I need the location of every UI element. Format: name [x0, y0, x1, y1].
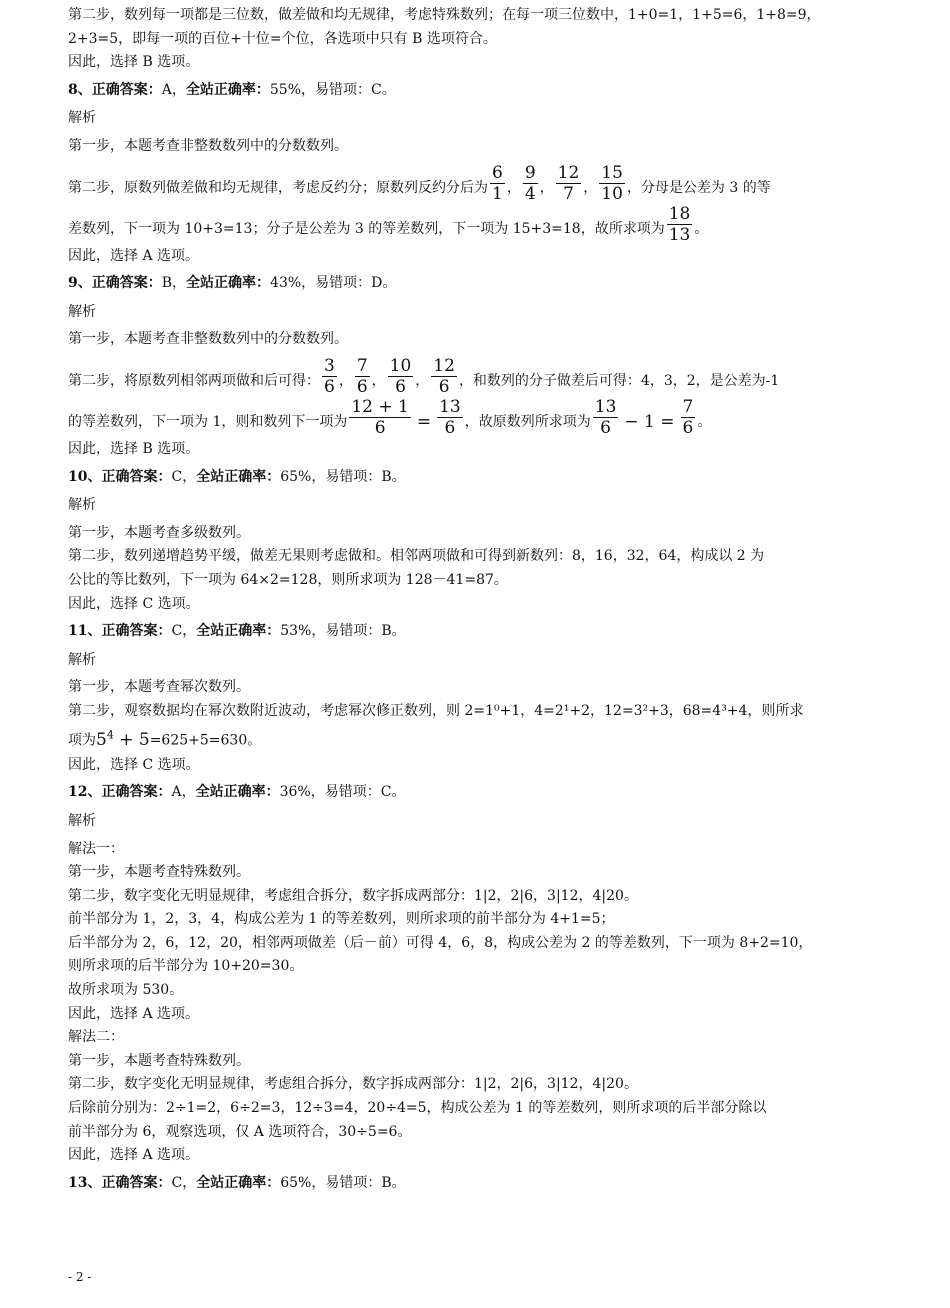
- q12-analysis-label: 解析: [68, 812, 96, 829]
- q8-step1: 第一步，本题考查非整数数列中的分数数列。: [68, 137, 348, 154]
- q11-step2-line2: 项为$5^4 + 5=625+5=630$。: [68, 728, 262, 751]
- q9-step2-row2: 的等差数列，下一项为 1，则和数列下一项为 $\frac{12 + 1}{6}$ = $\frac{13}{6}$ ，故原数列所求项为 $\frac{13}{6}$ − 1 = $\frac{7}{6}$ 。: [68, 396, 712, 438]
- q8-step2-row2: 差数列，下一项为 10+3=13；分子是公差为 3 的等差数列，下一项为 15+3=18，故所求项为 $\frac{18}{13}$ 。: [68, 203, 709, 245]
- q8-fraction: $\frac{15}{10}$: [601, 162, 623, 204]
- q12-m2-step1: 第一步，本题考查特殊数列。: [68, 1052, 250, 1069]
- q12-m1-step1: 第一步，本题考查特殊数列。: [68, 864, 250, 881]
- q12-m1-conclusion: 因此，选择 A 选项。: [68, 1005, 200, 1022]
- q9-fraction: $\frac{3}{6}$: [324, 355, 335, 397]
- q12-m2-division-1: 后除前分别为：2÷1=2，6÷2=3，12÷3=4，20÷4=5，构成公差为 1 的等差数列，则所求项的后半部分除以: [68, 1100, 767, 1117]
- q9-fraction: $\frac{12}{6}$: [433, 355, 455, 397]
- q8-fraction: $\frac{9}{4}$: [524, 162, 536, 204]
- q7-step2-line1: 第二步，数列每一项都是三位数，做差做和均无规律，考虑特殊数列；在每一项三位数中，1+0=1，1+5=6，1+8=9，: [68, 7, 821, 23]
- q12-method1-title: 解法一：: [68, 840, 124, 857]
- q12-m1-second-half-2: 则所求项的后半部分为 10+20=30。: [68, 958, 304, 975]
- q9-header: 9、正确答案：B，全站正确率：43%，易错项：D。: [68, 275, 397, 292]
- q11-step1: 第一步，本题考查幂次数列。: [68, 679, 250, 696]
- q8-analysis-label: 解析: [68, 110, 96, 127]
- q8-header: 8、正确答案：A，全站正确率：55%，易错项：C。: [68, 81, 396, 98]
- q8-step2-row: 第二步，原数列做差做和均无规律，考虑反约分；原数列反约分后为 $\frac{6}{1}$ ， $\frac{9}{4}$ ， $\frac{12}{7}$ ， $\frac{15}{10}$ ，分母是公差为 3 的等: [68, 162, 771, 204]
- q8-conclusion: 因此，选择 A 选项。: [68, 247, 200, 264]
- q7-conclusion: 因此，选择 B 选项。: [68, 54, 200, 71]
- q12-m2-step2: 第二步，数字变化无明显规律，考虑组合拆分，数字拆成两部分：1|2，2|6，3|12，4|20。: [68, 1076, 638, 1093]
- q9-conclusion: 因此，选择 B 选项。: [68, 440, 200, 457]
- q8-fraction: $\frac{6}{1}$: [492, 162, 503, 204]
- q9-eq2-lhs: $\frac{13}{6}$: [594, 396, 617, 438]
- q11-step2-line1: 第二步，观察数据均在幂次数附近波动，考虑幂次修正数列，则 2=1⁰+1，4=2¹+2，12=3²+3，68=4³+4，则所求: [68, 702, 804, 719]
- q9-analysis-label: 解析: [68, 303, 96, 320]
- q12-method2-title: 解法二：: [68, 1029, 124, 1046]
- q10-step2-line2: 公比的等比数列，下一项为 64×2=128，则所求项为 128－41=87。: [68, 571, 508, 588]
- q7-step2-line2: 2+3=5，即每一项的百位+十位=个位，各选项中只有 B 选项符合。: [68, 30, 497, 47]
- q12-m1-result: 故所求项为 530。: [68, 982, 184, 999]
- q9-eq2-rhs: $\frac{7}{6}$: [682, 396, 694, 438]
- q12-m2-conclusion: 因此，选择 A 选项。: [68, 1147, 200, 1164]
- document-page: [68, 4, 888, 1200]
- q8-result-fraction: $\frac{18}{13}$: [668, 203, 691, 245]
- page-number: - 2 -: [68, 1270, 92, 1284]
- q11-power-expression: $5^4 + 5$: [96, 728, 150, 751]
- q12-m1-second-half-1: 后半部分为 2，6，12，20，相邻两项做差（后－前）可得 4，6，8，构成公差为 2 的等差数列，下一项为 8+2=10，: [68, 934, 813, 951]
- q10-step1: 第一步，本题考查多级数列。: [68, 524, 250, 541]
- q10-conclusion: 因此，选择 C 选项。: [68, 595, 200, 612]
- q10-analysis-label: 解析: [68, 497, 96, 514]
- q12-m1-first-half: 前半部分为 1，2，3，4，构成公差为 1 的等差数列，则所求项的前半部分为 4+1=5；: [68, 911, 615, 928]
- q13-header: 13、正确答案：C，全站正确率：65%，易错项：B。: [68, 1174, 406, 1191]
- q9-eq1-lhs: $\frac{12 + 1}{6}$: [351, 396, 409, 438]
- q8-fraction: $\frac{12}{7}$: [557, 162, 580, 204]
- q9-eq1-rhs: $\frac{13}{6}$: [439, 396, 461, 438]
- q10-header: 10、正确答案：C，全站正确率：65%，易错项：B。: [68, 468, 406, 485]
- q9-fraction: $\frac{10}{6}$: [389, 355, 412, 397]
- q12-m1-step2: 第二步，数字变化无明显规律，考虑组合拆分，数字拆成两部分：1|2，2|6，3|12，4|20。: [68, 887, 638, 904]
- q9-step1: 第一步，本题考查非整数数列中的分数数列。: [68, 331, 348, 348]
- q9-step2-row: 第二步，将原数列相邻两项做和后可得： $\frac{3}{6}$ ， $\frac{7}{6}$ ， $\frac{10}{6}$ ， $\frac{12}{6}$ ，和数列的分子做差后可得：4，3，2，是公差为-1: [68, 355, 780, 397]
- q10-step2-line1: 第二步，数列递增趋势平缓，做差无果则考虑做和。相邻两项做和可得到新数列：8，16，32，64，构成以 2 为: [68, 548, 765, 565]
- q11-conclusion: 因此，选择 C 选项。: [68, 756, 200, 773]
- q12-header: 12、正确答案：A，全站正确率：36%，易错项：C。: [68, 784, 406, 801]
- q12-m2-division-2: 前半部分为 6，观察选项，仅 A 选项符合，30÷5=6。: [68, 1123, 412, 1140]
- q11-analysis-label: 解析: [68, 651, 96, 668]
- q11-header: 11、正确答案：C，全站正确率：53%，易错项：B。: [68, 623, 406, 640]
- q9-fraction: $\frac{7}{6}$: [356, 355, 368, 397]
